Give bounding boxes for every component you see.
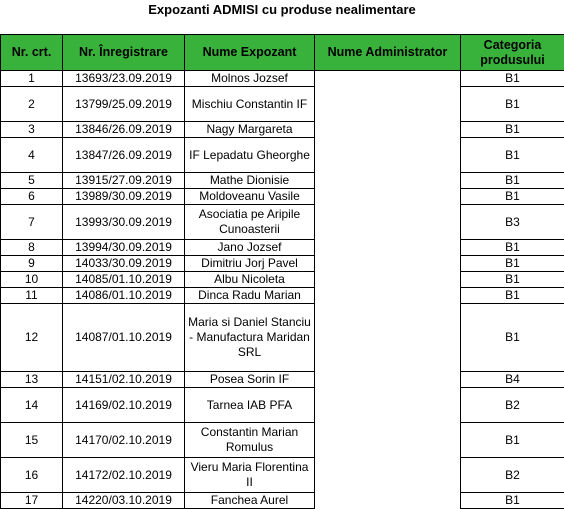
header-nr-inregistrare[interactable]: Nr. Înregistrare (63, 35, 185, 71)
cell-nume-expozant[interactable]: Constantin Marian Romulus (185, 423, 315, 458)
cell-categoria[interactable]: B1 (461, 493, 564, 509)
cell-categoria[interactable]: B1 (461, 87, 564, 122)
table-row (1, 423, 564, 458)
cell-nr-crt[interactable]: 9 (1, 256, 63, 272)
cell-nr-crt[interactable]: 12 (1, 304, 63, 372)
cell-categoria[interactable]: B2 (461, 458, 564, 493)
cell-categoria[interactable]: B1 (461, 272, 564, 288)
table-row (1, 272, 564, 288)
cell-nr-inregistrare[interactable]: 14033/30.09.2019 (63, 256, 185, 272)
cell-categoria[interactable]: B1 (461, 304, 564, 372)
cell-nr-crt[interactable]: 5 (1, 173, 63, 189)
cell-nume-administrator[interactable] (315, 304, 461, 372)
sheet-title: Expozanti ADMISI cu produse nealimentare (0, 0, 564, 20)
cell-nr-inregistrare[interactable]: 14086/01.10.2019 (63, 288, 185, 304)
cell-nr-inregistrare[interactable]: 14085/01.10.2019 (63, 272, 185, 288)
cell-nume-administrator[interactable] (315, 493, 461, 509)
header-nr-crt[interactable]: Nr. crt. (1, 35, 63, 71)
cell-nr-crt[interactable]: 15 (1, 423, 63, 458)
cell-nume-expozant[interactable]: Posea Sorin IF (185, 372, 315, 388)
cell-nr-crt[interactable]: 4 (1, 138, 63, 173)
cell-categoria[interactable]: B1 (461, 256, 564, 272)
cell-categoria[interactable]: B1 (461, 173, 564, 189)
cell-nr-inregistrare[interactable]: 13847/26.09.2019 (63, 138, 185, 173)
cell-nume-administrator[interactable] (315, 423, 461, 458)
table-row (1, 288, 564, 304)
cell-nr-crt[interactable]: 13 (1, 372, 63, 388)
cell-nr-inregistrare[interactable]: 14170/02.10.2019 (63, 423, 185, 458)
cell-nr-inregistrare[interactable]: 13994/30.09.2019 (63, 240, 185, 256)
cell-nume-administrator[interactable] (315, 122, 461, 138)
cell-nume-administrator[interactable] (315, 189, 461, 205)
cell-nume-administrator[interactable] (315, 458, 461, 493)
cell-nume-administrator[interactable] (315, 205, 461, 240)
cell-nr-inregistrare[interactable]: 14169/02.10.2019 (63, 388, 185, 423)
header-row (1, 35, 564, 71)
cell-nr-crt[interactable]: 3 (1, 122, 63, 138)
cell-nume-expozant[interactable]: IF Lepadatu Gheorghe (185, 138, 315, 173)
cell-nr-crt[interactable]: 1 (1, 71, 63, 87)
cell-nume-administrator[interactable] (315, 272, 461, 288)
table-row (1, 240, 564, 256)
table-row (1, 372, 564, 388)
cell-nr-inregistrare[interactable]: 13693/23.09.2019 (63, 71, 185, 87)
table-row (1, 458, 564, 493)
cell-nume-administrator[interactable] (315, 288, 461, 304)
table-row (1, 87, 564, 122)
cell-nr-inregistrare[interactable]: 13915/27.09.2019 (63, 173, 185, 189)
cell-nume-administrator[interactable] (315, 173, 461, 189)
cell-nr-crt[interactable]: 10 (1, 272, 63, 288)
cell-nume-administrator[interactable] (315, 87, 461, 122)
cell-nume-expozant[interactable]: Jano Jozsef (185, 240, 315, 256)
cell-nume-administrator[interactable] (315, 138, 461, 173)
cell-nume-expozant[interactable]: Dimitriu Jorj Pavel (185, 256, 315, 272)
cell-categoria[interactable]: B1 (461, 240, 564, 256)
table-row (1, 138, 564, 173)
table-row (1, 493, 564, 509)
table-row (1, 256, 564, 272)
cell-categoria[interactable]: B1 (461, 138, 564, 173)
cell-nume-administrator[interactable] (315, 388, 461, 423)
cell-nume-expozant[interactable]: Maria si Daniel Stanciu - Manufactura Maridan SRL (185, 304, 315, 372)
header-nume-expozant[interactable]: Nume Expozant (185, 35, 315, 71)
cell-nume-expozant[interactable]: Moldoveanu Vasile (185, 189, 315, 205)
cell-nume-expozant[interactable]: Albu Nicoleta (185, 272, 315, 288)
cell-nume-expozant[interactable]: Nagy Margareta (185, 122, 315, 138)
cell-nume-expozant[interactable]: Tarnea IAB PFA (185, 388, 315, 423)
table-row (1, 71, 564, 87)
table-row (1, 189, 564, 205)
cell-categoria[interactable]: B1 (461, 423, 564, 458)
cell-categoria[interactable]: B4 (461, 372, 564, 388)
cell-nr-inregistrare[interactable]: 14087/01.10.2019 (63, 304, 185, 372)
cell-nume-administrator[interactable] (315, 372, 461, 388)
cell-nr-inregistrare[interactable]: 13989/30.09.2019 (63, 189, 185, 205)
cell-nume-administrator[interactable] (315, 240, 461, 256)
cell-categoria[interactable]: B1 (461, 189, 564, 205)
cell-nr-crt[interactable]: 14 (1, 388, 63, 423)
cell-nr-inregistrare[interactable]: 14172/02.10.2019 (63, 458, 185, 493)
cell-nr-crt[interactable]: 17 (1, 493, 63, 509)
cell-nr-inregistrare[interactable]: 13993/30.09.2019 (63, 205, 185, 240)
cell-categoria[interactable]: B2 (461, 388, 564, 423)
header-nume-administrator[interactable]: Nume Administrator (315, 35, 461, 71)
cell-nr-inregistrare[interactable]: 13799/25.09.2019 (63, 87, 185, 122)
table-row (1, 173, 564, 189)
cell-nr-crt[interactable]: 6 (1, 189, 63, 205)
cell-nr-inregistrare[interactable]: 14220/03.10.2019 (63, 493, 185, 509)
cell-nume-administrator[interactable] (315, 256, 461, 272)
table-row (1, 122, 564, 138)
cell-nume-expozant[interactable]: Fanchea Aurel (185, 493, 315, 509)
cell-nr-crt[interactable]: 16 (1, 458, 63, 493)
cell-nume-expozant[interactable]: Vieru Maria Florentina II (185, 458, 315, 493)
cell-nume-expozant[interactable]: Molnos Jozsef (185, 71, 315, 87)
header-categoria[interactable]: Categoria produsului (461, 35, 564, 71)
cell-nr-crt[interactable]: 2 (1, 87, 63, 122)
cell-nr-crt[interactable]: 11 (1, 288, 63, 304)
cell-nume-expozant[interactable]: Mischiu Constantin IF (185, 87, 315, 122)
table-row (1, 304, 564, 372)
cell-nr-inregistrare[interactable]: 13846/26.09.2019 (63, 122, 185, 138)
table-row (1, 205, 564, 240)
cell-nume-expozant[interactable]: Dinca Radu Marian (185, 288, 315, 304)
cell-nume-expozant[interactable]: Asociatia pe Aripile Cunoasterii (185, 205, 315, 240)
cell-categoria[interactable]: B1 (461, 71, 564, 87)
cell-categoria[interactable]: B1 (461, 122, 564, 138)
cell-nr-crt[interactable]: 8 (1, 240, 63, 256)
cell-nr-inregistrare[interactable]: 14151/02.10.2019 (63, 372, 185, 388)
cell-nume-administrator[interactable] (315, 71, 461, 87)
exhibitors-table (0, 34, 564, 509)
cell-categoria[interactable]: B1 (461, 288, 564, 304)
cell-nr-crt[interactable]: 7 (1, 205, 63, 240)
table-row (1, 388, 564, 423)
cell-categoria[interactable]: B3 (461, 205, 564, 240)
cell-nume-expozant[interactable]: Mathe Dionisie (185, 173, 315, 189)
